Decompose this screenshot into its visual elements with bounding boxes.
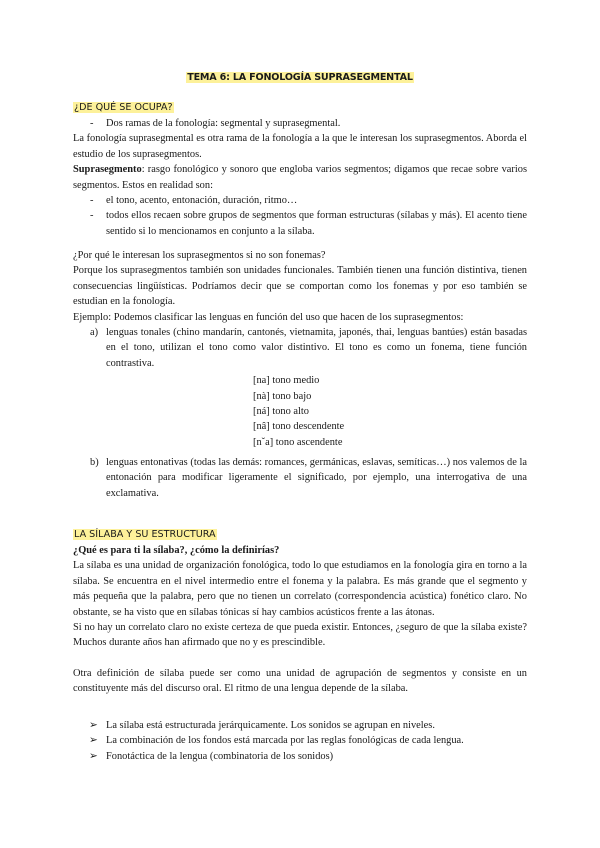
section-heading-silaba (73, 527, 217, 542)
definition-paragraph (73, 162, 527, 193)
tone-item: [nˇa] tono ascendente (253, 436, 343, 448)
tone-item: [na] tono medio (253, 375, 320, 387)
section1-heading: ¿DE QUÉ SE OCUPA? (74, 102, 173, 113)
arrow-bullet-icon: ➢ (89, 720, 98, 731)
section2-question (73, 543, 527, 558)
arrow-list (73, 718, 527, 764)
example-text: Ejemplo: Podemos clasificar las lenguas en función del uso que hacen de los suprasegmentos: (73, 311, 464, 323)
paragraph: La fonología suprasegmental es otra rama de la fonología a la que le interesan los suprasegmentos. Aborda el estudio de los suprasegmentos. (73, 133, 527, 160)
paragraph: Otra definición de sílaba puede ser como una unidad de agrupación de segmentos y consiste en un constituyente más del discurso oral. El ritmo de una lengua depende de la sílaba. (73, 667, 527, 695)
list-item (73, 718, 527, 733)
dash-marker: - (90, 210, 94, 222)
list-item-text: lenguas entonativas (todas las demás: romances, germánicas, eslavas, semíticas…) nos valemos de la entonación para modificar ligeramente el significado, por ejemplo, una interrogativa de una exclamativa. (106, 457, 527, 499)
list-item (73, 749, 527, 764)
paragraph: Si no hay un correlato claro no existe certeza de que pueda existir. Entonces, ¿seguro de que la sílaba existe? Muchos durante años han afirmado que no y es prescindible. (73, 622, 527, 649)
list-marker: b) (90, 457, 99, 468)
section2-body (73, 543, 527, 697)
dash-item-text: todos ellos recaen sobre grupos de segmentos que forman estructuras (sílabas y más). El acento tiene sentido si lo mencionamos en conjunto a la sílaba. (106, 210, 527, 237)
section1-item-b (73, 455, 527, 501)
list-item-b (73, 455, 527, 501)
list-item-a (73, 325, 527, 371)
list-item (73, 733, 527, 748)
definition-term: Suprasegmento (73, 164, 142, 176)
question-bold: ¿Qué es para ti la sílaba?, ¿cómo la definirías? (73, 545, 280, 556)
dash-item-text: el tono, acento, entonación, duración, ritmo… (106, 195, 298, 207)
bullet-text: Fonotáctica de la lengua (combinatoria de los sonidos) (106, 750, 334, 762)
bullet-text: La sílaba está estructurada jerárquicamente. Los sonidos se agrupan en niveles. (106, 720, 435, 731)
tone-item: [ná] tono alto (253, 406, 309, 418)
list-item (73, 208, 527, 239)
list-marker: a) (90, 327, 99, 339)
section1-body (73, 116, 527, 239)
tone-list (73, 373, 527, 450)
tone-item: [nâ] tono descendente (253, 421, 345, 433)
list-item (73, 193, 527, 208)
definition-text: : rasgo fonológico y sonoro que engloba varios segmentos; digamos que recae sobre varios segmentos. Estos en realidad son: (73, 164, 527, 191)
list-item-text: lenguas tonales (chino mandarín, cantonés, vietnamita, japonés, thai, lenguas bantúes) están basadas en el tono, utilizan el tono como valor distintivo. El tono es como un fonema, tiene función contrastiva. (106, 327, 527, 369)
dash-marker: - (90, 118, 94, 129)
section2-heading: LA SÍLABA Y SU ESTRUCTURA (74, 529, 216, 540)
list-item (73, 116, 527, 131)
paragraph: La sílaba es una unidad de organización fonológica, todo lo que estudiamos en la fonología gira en torno a la sílaba. Se encuentra en el nivel intermedio entre el fonema y la palabra. Es más grande que el segmento y más pequeña que la palabra, pero que no tienen un correlato (correspondencia acústica) fonético claro. No obstante, se ha visto que en sílabas tónicas sí hay cambios acústicos frente a las átonas. (73, 560, 527, 618)
page-title: TEMA 6: LA FONOLOGÍA SUPRASEGMENTAL (187, 72, 413, 83)
dash-marker: - (90, 195, 94, 207)
answer-paragraph: Porque los suprasegmentos también son unidades funcionales. También tienen una función distintiva, tienen consecuencias lingüísticas. Podríamos decir que se comportan como los fonemas y por eso también se estudian en la fonología. (73, 265, 527, 308)
section-heading-que-se-ocupa (73, 100, 174, 115)
dash-intro-text: Dos ramas de la fonología: segmental y suprasegmental. (106, 118, 341, 129)
bullet-text: La combinación de los fondos está marcada por las reglas fonológicas de cada lengua. (106, 735, 464, 747)
tone-item: [nà] tono bajo (253, 390, 312, 402)
section1-question-block (73, 248, 527, 450)
title-row (0, 70, 600, 85)
arrow-bullet-icon: ➢ (89, 735, 98, 747)
question-text: ¿Por qué le interesan los suprasegmentos si no son fonemas? (73, 250, 326, 261)
arrow-bullet-icon: ➢ (89, 750, 98, 762)
